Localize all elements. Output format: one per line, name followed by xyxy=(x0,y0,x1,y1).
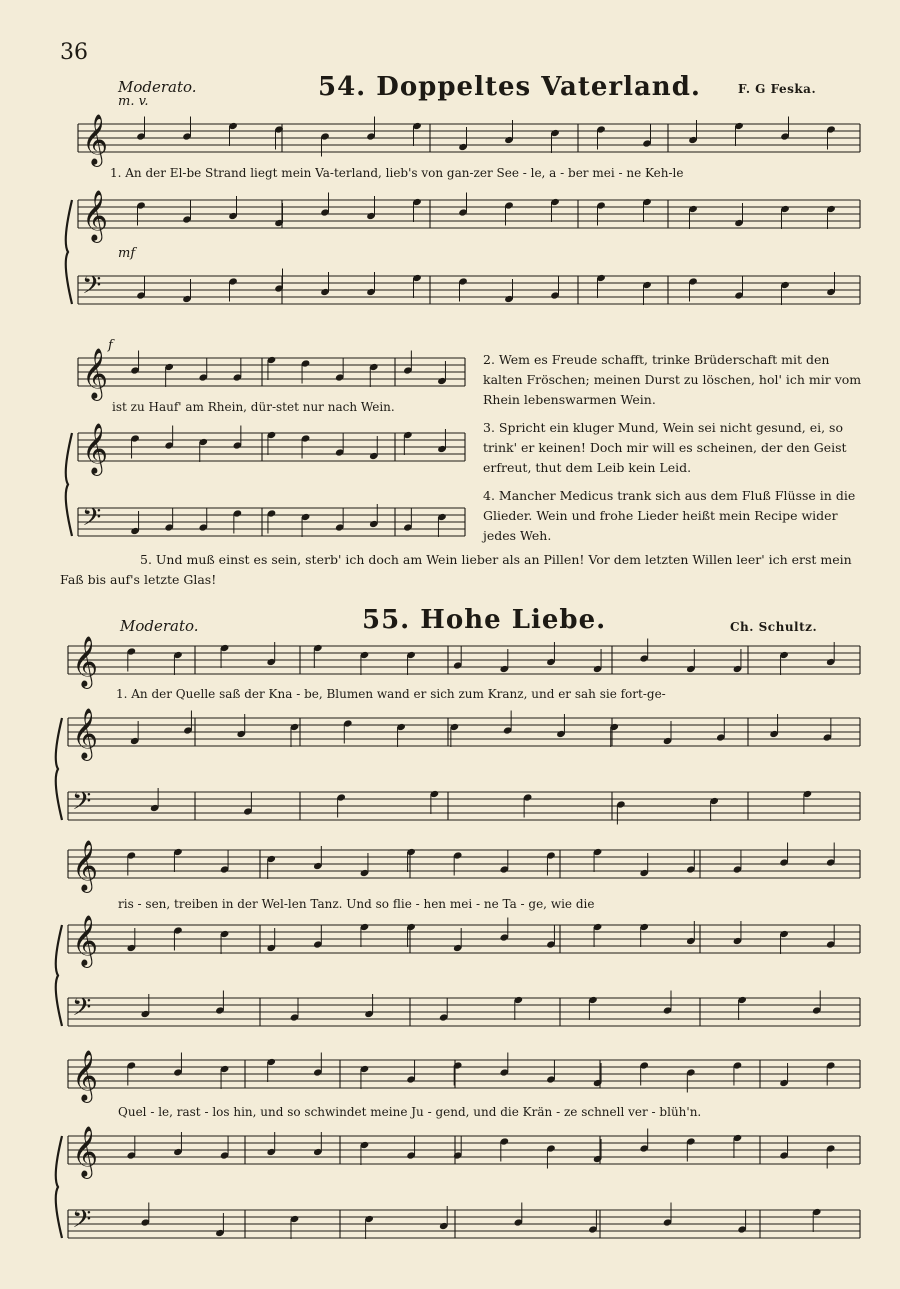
song-55-system-1-clef-2: 𝄢 xyxy=(72,787,92,822)
song-54-lyrics-line-1: 1. An der El-be Strand liegt mein Va-terland, lieb's von gan-zer See - le, a - ber mei - ne Keh-le xyxy=(110,166,684,180)
song-55-number: 55. xyxy=(362,605,411,635)
song-54-system-2-clef-0: 𝄞 xyxy=(82,348,109,399)
song-54-number: 54. xyxy=(318,72,367,102)
song-54-title: Doppeltes Vaterland. xyxy=(376,72,701,102)
song-54-verse-2: 2. Wem es Freude schafft, trinke Brüderschaft mit den kalten Fröschen; meinen Durst zu löschen, hol' ich mir vom Rhein lebenswarmen Wein. xyxy=(483,352,862,407)
song-54-dynamic-mf: mf xyxy=(118,246,136,261)
song-55-system-3-clef-2: 𝄢 xyxy=(72,1205,92,1240)
song-55-system-3-clef-1: 𝄞 xyxy=(72,1126,99,1177)
song-54-tempo: Moderato. xyxy=(118,78,197,96)
page-number: 36 xyxy=(60,40,88,65)
song-54-system-2-clef-2: 𝄢 xyxy=(82,503,102,538)
song-55-tempo: Moderato. xyxy=(120,617,199,635)
song-54-system-2-brace xyxy=(66,433,72,536)
song-54-verse-5: 5. Und muß einst es sein, sterb' ich doch am Wein lieber als an Pillen! Vor dem letzten Willen leer' ich erst mein Faß bis auf's letzte Glas! xyxy=(60,552,852,587)
song-54-system-1-brace xyxy=(66,200,72,304)
song-54-composer: F. G Feska. xyxy=(738,82,817,96)
song-55-system-2-clef-2: 𝄢 xyxy=(72,993,92,1028)
song-54-system-1-clef-2: 𝄢 xyxy=(82,271,102,306)
song-54-verse-4: 4. Mancher Medicus trank sich aus dem Fluß Flüsse in die Glieder. Wein und frohe Lieder heißt mein Recipe wider jedes Weh. xyxy=(483,488,856,543)
song-55-composer: Ch. Schultz. xyxy=(730,620,818,634)
song-55-lyrics-line-1: 1. An der Quelle saß der Kna - be, Blumen wand er sich zum Kranz, und er sah sie fort-ge- xyxy=(116,687,666,701)
song-55-title: Hohe Liebe. xyxy=(420,605,607,635)
song-55-system-1-clef-0: 𝄞 xyxy=(72,636,99,687)
song-54-system-2-clef-1: 𝄞 xyxy=(82,423,109,474)
song-55-system-3-brace xyxy=(56,1136,62,1238)
song-55-system-3-clef-0: 𝄞 xyxy=(72,1050,99,1101)
song-55-system-1-brace xyxy=(56,718,62,820)
song-54-system-1-clef-0: 𝄞 xyxy=(82,114,109,165)
song-54-lyrics-line-2: ist zu Hauf' am Rhein, dür-stet nur nach Wein. xyxy=(112,400,395,414)
song-55-system-2-clef-1: 𝄞 xyxy=(72,915,99,966)
song-54-dynamic-f: f xyxy=(108,338,113,353)
song-55-lyrics-line-2: ris - sen, treiben in der Wel-len Tanz. Und so flie - hen mei - ne Ta - ge, wie die xyxy=(118,897,595,911)
song-55-system-1-clef-1: 𝄞 xyxy=(72,708,99,759)
song-54-system-1-clef-1: 𝄞 xyxy=(82,190,109,241)
song-55-system-2-clef-0: 𝄞 xyxy=(72,840,99,891)
song-54-tempo-marking: m. v. xyxy=(118,94,149,109)
song-55-lyrics-line-3: Quel - le, rast - los hin, und so schwindet meine Ju - gend, und die Krän - ze schnell ver - blüh'n. xyxy=(118,1105,702,1119)
song-55-system-2-brace xyxy=(56,925,62,1026)
song-54-verse-3: 3. Spricht ein kluger Mund, Wein sei nicht gesund, ei, so trink' er keinen! Doch mir will es scheinen, der den Geist erfreut, thut dem Leib kein Leid. xyxy=(483,420,847,475)
